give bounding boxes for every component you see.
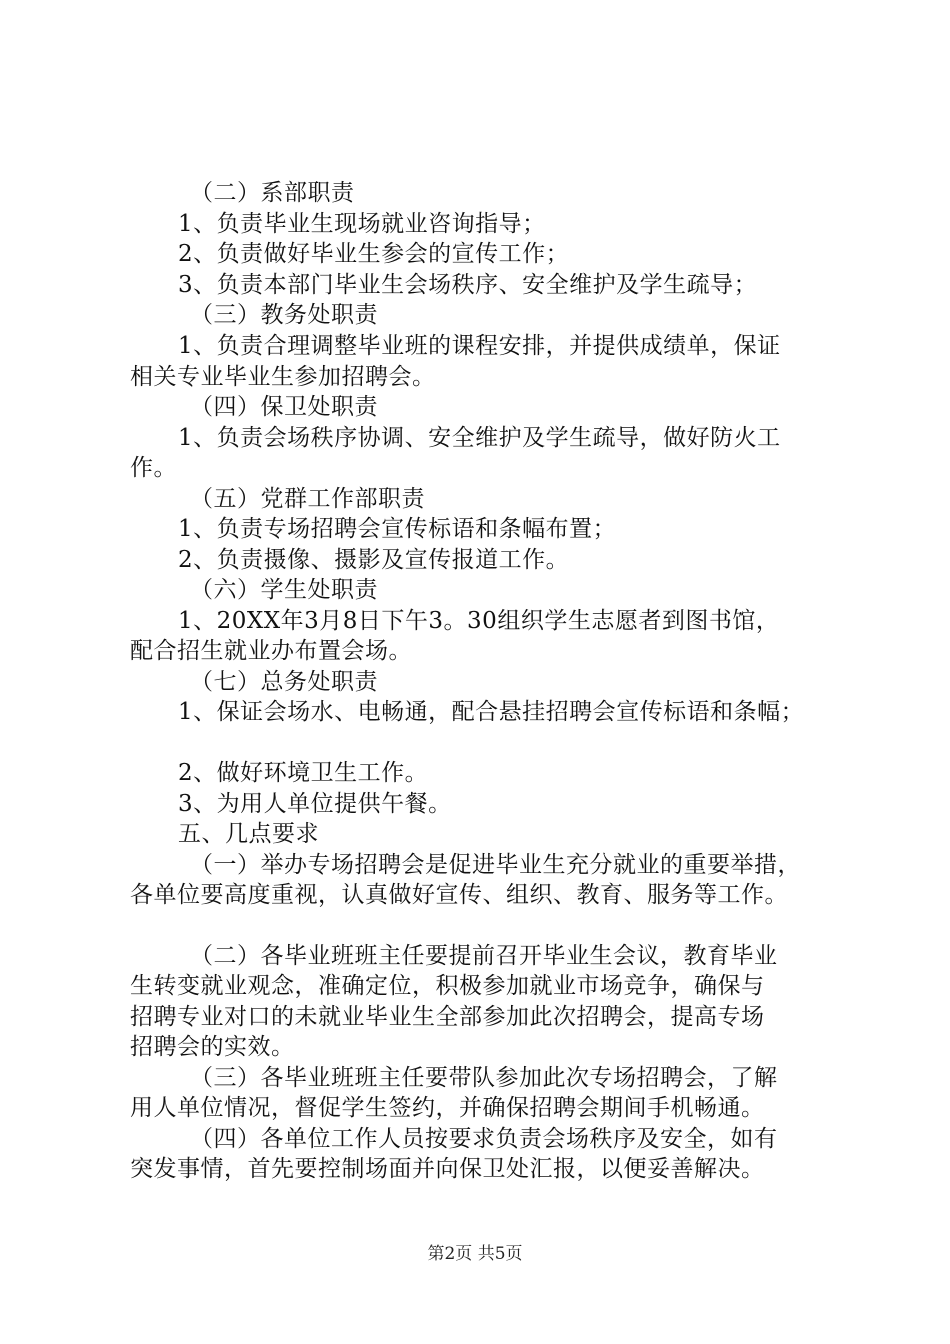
paragraph-line: 2、负责摄像、摄影及宣传报道工作。	[178, 547, 570, 573]
paragraph-line: 配合招生就业办布置会场。	[130, 638, 412, 664]
paragraph-line: 1、保证会场水、电畅通，配合悬挂招聘会宣传标语和条幅；	[178, 699, 805, 725]
paragraph-line: 1、20XX年3月8日下午3。30组织学生志愿者到图书馆，	[178, 608, 780, 634]
paragraph-line: （四）各单位工作人员按要求负责会场秩序及安全，如有	[190, 1126, 778, 1152]
paragraph-line: 各单位要高度重视，认真做好宣传、组织、教育、服务等工作。	[130, 882, 788, 908]
section-heading: （二）系部职责	[190, 180, 355, 206]
paragraph-line: 2、负责做好毕业生参会的宣传工作；	[178, 241, 570, 267]
paragraph-line: （二）各毕业班班主任要提前召开毕业生会议，教育毕业	[190, 943, 778, 969]
paragraph-line: 3、负责本部门毕业生会场秩序、安全维护及学生疏导；	[178, 272, 758, 298]
paragraph-line: 招聘会的实效。	[130, 1034, 295, 1060]
section-heading: （五）党群工作部职责	[190, 486, 425, 512]
paragraph-line: 作。	[130, 455, 177, 481]
paragraph-line: 招聘专业对口的未就业毕业生全部参加此次招聘会，提高专场	[130, 1004, 765, 1030]
paragraph-line: （一）举办专场招聘会是促进毕业生充分就业的重要举措，	[190, 852, 801, 878]
paragraph-line: 1、负责会场秩序协调、安全维护及学生疏导，做好防火工	[178, 425, 781, 451]
paragraph-line: 生转变就业观念，准确定位，积极参加就业市场竞争，确保与	[130, 973, 765, 999]
paragraph-line: （三）各毕业班班主任要带队参加此次专场招聘会，了解	[190, 1065, 778, 1091]
paragraph-line: 1、负责合理调整毕业班的课程安排，并提供成绩单，保证	[178, 333, 781, 359]
paragraph-line: 突发事情，首先要控制场面并向保卫处汇报，以便妥善解决。	[130, 1156, 765, 1182]
paragraph-line: 3、为用人单位提供午餐。	[178, 791, 452, 817]
section-heading: （三）教务处职责	[190, 302, 378, 328]
paragraph-line: 相关专业毕业生参加招聘会。	[130, 364, 436, 390]
section-heading: （七）总务处职责	[190, 669, 378, 695]
page-number: 第2页 共5页	[427, 1244, 523, 1264]
paragraph-line: 1、负责专场招聘会宣传标语和条幅布置；	[178, 516, 617, 542]
section-heading: （六）学生处职责	[190, 577, 378, 603]
section-heading: 五、几点要求	[178, 821, 319, 847]
section-heading: （四）保卫处职责	[190, 394, 378, 420]
paragraph-line: 2、做好环境卫生工作。	[178, 760, 429, 786]
paragraph-line: 1、负责毕业生现场就业咨询指导；	[178, 211, 546, 237]
paragraph-line: 用人单位情况，督促学生签约，并确保招聘会期间手机畅通。	[130, 1095, 765, 1121]
